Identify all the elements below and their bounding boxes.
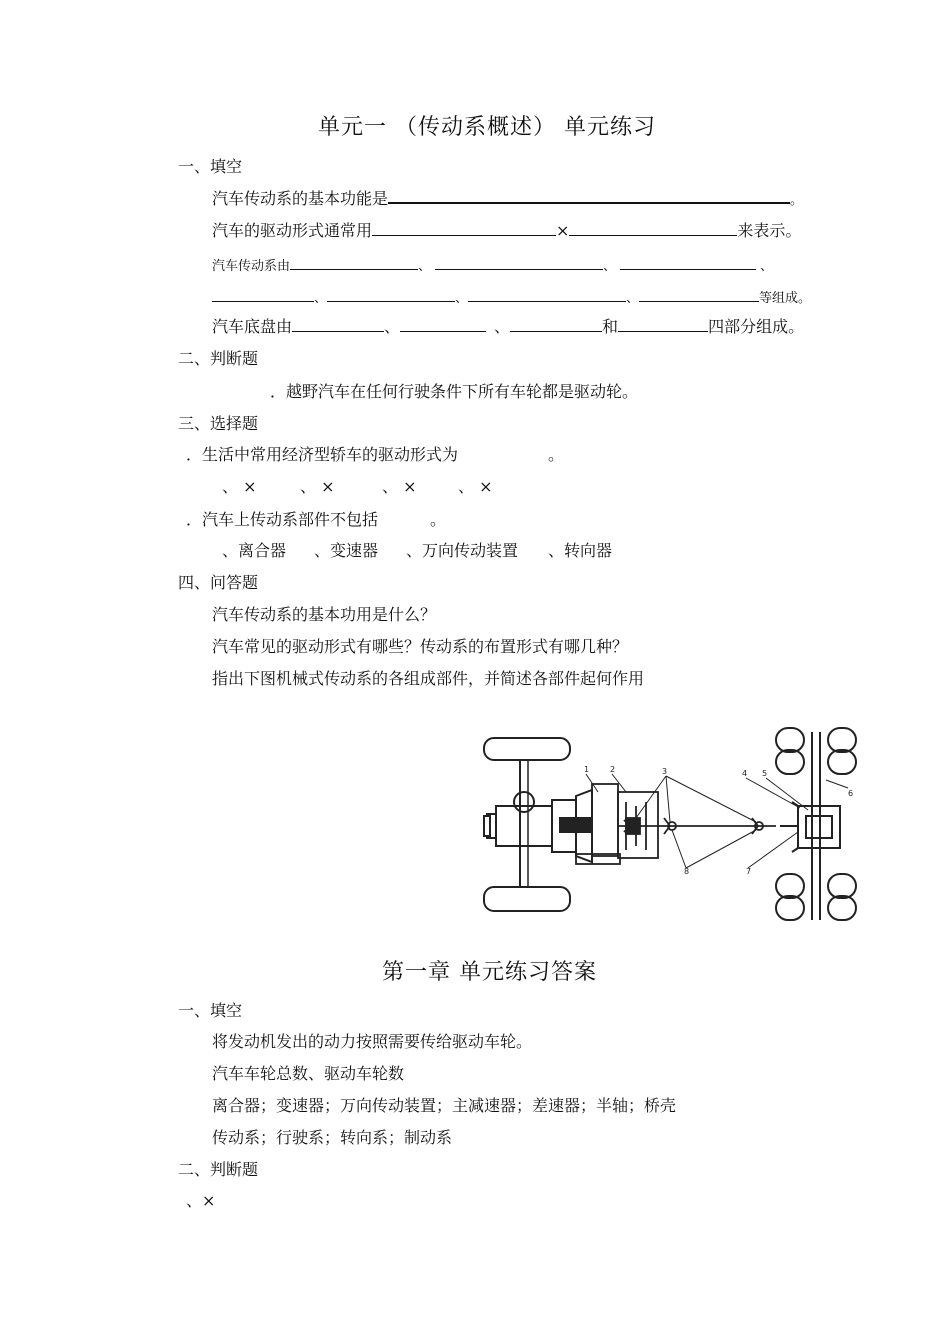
choice-question-1-end: 。 xyxy=(548,445,565,464)
answer-fill-item: 汽车车轮总数、驱动车轮数 xyxy=(212,1064,405,1083)
qa-question-2: 汽车常见的驱动形式有哪些？传动系的布置形式有哪几种？ xyxy=(212,637,629,656)
answer-title: 第一章 单元练习答案 xyxy=(382,960,597,985)
judge-question-1: ．越野汽车在任何行驶条件下所有车轮都是驱动轮。 xyxy=(270,382,639,401)
fill-question-3 xyxy=(212,255,773,274)
answer-blank[interactable] xyxy=(290,257,418,270)
answer-blank[interactable] xyxy=(618,319,708,332)
front-right-wheel xyxy=(484,887,570,911)
diagram-label-3: 3 xyxy=(662,767,668,776)
diagram-label-4: 4 xyxy=(742,769,748,778)
separator: 、 xyxy=(760,259,774,274)
separator: 、 xyxy=(418,259,432,274)
fill-question-3-cont xyxy=(212,287,811,306)
choice-option[interactable]: 、转向器 xyxy=(548,541,613,560)
fill-question-1 xyxy=(212,186,803,209)
fill-question-4 xyxy=(212,314,804,337)
diagram-label-7: 7 xyxy=(746,867,752,876)
choice-option[interactable]: 、离合器 xyxy=(222,541,287,560)
fill-q1-text: 汽车传动系的基本功能是 xyxy=(212,189,389,208)
qa-question-3: 指出下图机械式传动系的各组成部件，并简述各部件起何作用 xyxy=(212,669,645,688)
choice-option[interactable]: 、 × xyxy=(382,477,417,496)
choice-option[interactable]: 、万向传动装置 xyxy=(406,541,519,560)
answer-judge-item: 、× xyxy=(186,1191,216,1210)
diagram-label-2: 2 xyxy=(610,765,616,774)
fill-q3-end: 等组成。 xyxy=(759,291,812,306)
answer-fill-item: 离合器；变速器；万向传动装置；主减速器；差速器；半轴；桥壳 xyxy=(212,1096,677,1115)
answer-fill-item: 传动系；行驶系；转向系；制动系 xyxy=(212,1128,453,1147)
answer-fill-item: 将发动机发出的动力按照需要传给驱动车轮。 xyxy=(212,1032,533,1051)
fill-q2-mid: × xyxy=(556,221,570,240)
answer-blank[interactable] xyxy=(212,289,314,302)
rear-left-wheel-inner xyxy=(776,728,804,752)
choice-question-2-end: 。 xyxy=(430,510,447,529)
front-axle-assembly xyxy=(484,738,592,911)
answer-blank[interactable] xyxy=(468,289,626,302)
separator: 、 xyxy=(455,291,469,306)
separator: 、 xyxy=(626,291,640,306)
answer-blank[interactable] xyxy=(400,319,486,332)
answer-blank[interactable] xyxy=(510,319,602,332)
diagram-label-8: 8 xyxy=(684,867,690,876)
fill-question-2 xyxy=(212,218,801,241)
section-fill-heading: 一、填空 xyxy=(178,157,243,176)
choice-option[interactable]: 、 × xyxy=(300,477,335,496)
page-title: 单元一 （传动系概述） 单元练习 xyxy=(318,115,656,140)
answer-judge-heading: 二、判断题 xyxy=(178,1160,259,1179)
fill-q1-end: 。 xyxy=(790,193,804,208)
separator: 、 xyxy=(384,317,401,336)
separator: 、 xyxy=(494,317,511,336)
fill-q4-end: 四部分组成。 xyxy=(708,317,805,336)
answer-fill-heading: 一、填空 xyxy=(178,1001,243,1020)
separator: 、 xyxy=(314,291,328,306)
drivetrain-diagram xyxy=(476,722,866,928)
separator: 、 xyxy=(603,259,617,274)
choice-option[interactable]: 、 × xyxy=(458,477,493,496)
choice-option[interactable]: 、变速器 xyxy=(314,541,379,560)
section-qa-heading: 四、问答题 xyxy=(178,573,259,592)
answer-blank[interactable] xyxy=(569,223,737,236)
answer-blank[interactable] xyxy=(388,190,790,204)
front-left-wheel xyxy=(484,738,570,760)
answer-blank[interactable] xyxy=(620,257,756,270)
answer-blank[interactable] xyxy=(292,319,384,332)
diagram-label-6: 6 xyxy=(848,789,854,798)
section-choice-heading: 三、选择题 xyxy=(178,414,259,433)
answer-blank[interactable] xyxy=(372,223,556,236)
diagram-label-1: 1 xyxy=(584,765,590,774)
fill-q4-text: 汽车底盘由 xyxy=(212,317,293,336)
fill-q4-and: 和 xyxy=(602,317,619,336)
choice-option[interactable]: 、 × xyxy=(222,477,257,496)
answer-blank[interactable] xyxy=(327,289,455,302)
choice-question-2: ．汽车上传动系部件不包括 xyxy=(186,510,379,529)
clutch xyxy=(592,784,618,856)
rear-right-wheel xyxy=(776,874,804,898)
fill-q2-end: 来表示。 xyxy=(737,221,802,240)
answer-blank[interactable] xyxy=(639,289,759,302)
choice-question-1: ．生活中常用经济型轿车的驱动形式为 xyxy=(186,445,459,464)
rear-axle-assembly xyxy=(776,728,856,920)
diagram-label-5: 5 xyxy=(762,769,768,778)
fill-q2-text: 汽车的驱动形式通常用 xyxy=(212,221,373,240)
fill-q3-text: 汽车传动系由 xyxy=(212,259,291,274)
answer-blank[interactable] xyxy=(435,257,603,270)
section-judge-heading: 二、判断题 xyxy=(178,349,259,368)
qa-question-1: 汽车传动系的基本功用是什么？ xyxy=(212,605,437,624)
